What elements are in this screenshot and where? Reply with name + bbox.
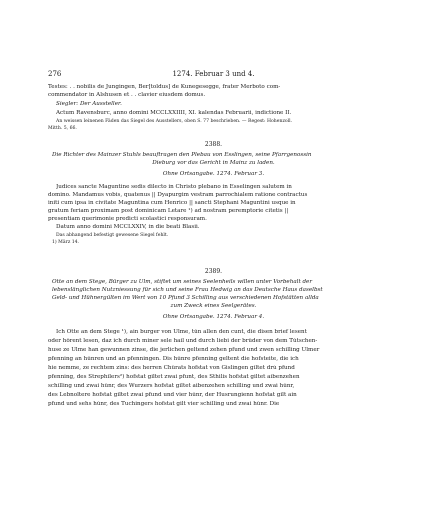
text-line: schilling und zwai hůnr, des Wurzers hofstat giltet aibenzehen schilling und zwai hůnr, <box>48 383 295 389</box>
page-number: 276 <box>48 70 62 78</box>
text-line: des Lebnoltere hofstat giltet zwai pfund und vier hûnr, der Husrungienn hofstat gilt ain <box>48 392 297 398</box>
summary-line: lebenslänglichen Nutzniessung für sich und seine Frau Hedwig an das Deutsche Haus daselbst <box>52 287 323 293</box>
footnote: 1) März 14. <box>52 240 79 245</box>
text-line: Ich Otte an dem Stege ¹), ain burger von Ulme, tůn allen den cunt, die disen brief lesent <box>56 329 307 335</box>
seal-note: Das abhangend befestigt gewesene Siegel fehlt. <box>56 233 169 238</box>
place-date: Ohne Ortsangabe. 1274. Februar 4. <box>162 314 265 320</box>
text-line: oder hôrent lesen, daz ich durch miner sele hail und durch liebi der brůder von dem Tůtschen- <box>48 338 318 344</box>
summary-line: zum Zweck eines Seelgerätes. <box>170 303 257 309</box>
sealer-line: Siegler: Der Aussteller. <box>56 101 122 107</box>
text-line: presentiam querimonie predicti scolastici responsuram. <box>48 216 207 222</box>
text-line: huse ze Ulme han gewunnen zinse, die jerlichen geltend zehen pfund und zwen schilling Ulmer <box>48 347 320 353</box>
text-line: Datum anno domini MCCLXXIV, in die beati Blasii. <box>56 224 200 230</box>
text-line: pfenning, des Strephilers²) hofstat giltet zwai pfunt, des Sthilis hofstat giltet aibenzehen <box>48 374 300 380</box>
running-title: 1274. Februar 3 und 4. <box>172 70 255 78</box>
actum-line: Actum Ravensburc, anno domini MCCLXXIIII, XI. kalendas Februarii, indictione II. <box>56 110 292 116</box>
text-line: pfenning an hûnren und an pfenningen. Dis hûnre pfenning geltent die hofsteite, die ich <box>48 356 299 362</box>
text-line: gratum feriam proximam post dominicam Letare ¹) ad nostram peremptorie citetis || <box>48 208 289 214</box>
text-line: domino. Mandamus vobis, quatenus || Dyapurgim vestram parrochialem ratione contractus <box>48 192 308 198</box>
summary-line: Geld- und Hühnergülten im Wert von 10 Pfund 3 Schilling aus verschiedenen Hofstätten allda <box>52 295 319 301</box>
summary-line: Dieburg vor das Gericht in Mainz zu laden. <box>152 160 275 166</box>
document-number: 2388. <box>204 141 223 148</box>
text-line: hie nemme, ze rechtem zins: des herren Chûrats hofstat von Gislingen giltet drú pfund <box>48 365 295 371</box>
text-line: commendator in Alshusen et . . clavier eiusdem domus. <box>48 92 206 98</box>
summary-line: Otte an dem Stege, Bürger zu Ulm, stiftet um seines Seelenheils willen unter Vorbehalt der <box>52 279 313 285</box>
note-line: Mitth. 5, 66. <box>48 126 77 131</box>
text-line: pfund und sehs hůnr, des Tuchingers hofstat gilt vier schilling und zwai hůnr. Die <box>48 401 280 407</box>
text-line: Judices sancte Maguntine sedis dilecto in Christo plebano in Esselingen salutem in <box>56 184 292 190</box>
summary-line: Die Richter des Mainzer Stuhls beauftragen den Plebau von Esslingen, seine Pfarrgenossin <box>52 152 312 158</box>
document-number: 2389. <box>204 268 223 275</box>
text-line: initi cum ipsa in civitate Maguntina cum Henrico || sancti Stephani Maguntini usque in <box>48 200 296 206</box>
note-line: An weissen leinenen Fäden das Siegel des Ausstellers, oben S. 77 beschrieben. — Regest: Hohenzoll. <box>56 119 293 124</box>
place-date: Ohne Ortsangabe. 1274. Februar 3. <box>162 171 265 177</box>
text-line: Testes: . . nobilis de Jungingen, Ber[toldus] de Kunegesegge, frater Merboto com- <box>48 84 281 90</box>
